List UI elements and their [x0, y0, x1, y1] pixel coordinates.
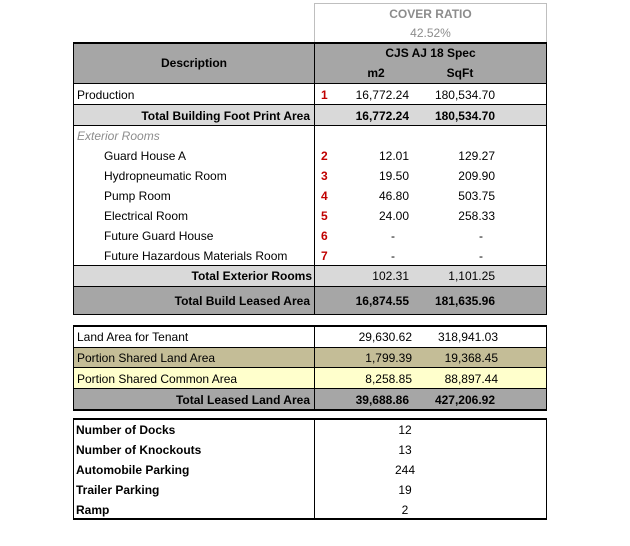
header-sqft: SqFt — [446, 66, 474, 80]
count-row-label: Number of Docks — [76, 423, 176, 437]
total-exterior-sqft: 1,101.25 — [448, 269, 495, 283]
exterior-room-m2: 19.50 — [378, 169, 409, 183]
header-m2: m2 — [367, 66, 385, 80]
cover-ratio-value: 42.52% — [410, 26, 451, 40]
total-leased-land-label: Total Leased Land Area — [175, 393, 310, 407]
count-row-value: 13 — [398, 443, 412, 457]
total-footprint-sqft: 180,534.70 — [434, 109, 495, 123]
exterior-room-m2: - — [391, 249, 395, 263]
count-row-label: Trailer Parking — [76, 483, 160, 497]
exterior-room-sqft: 503.75 — [458, 189, 495, 203]
header-spec: CJS AJ 18 Spec — [385, 46, 476, 60]
count-row-label: Automobile Parking — [76, 463, 190, 477]
total-build-leased-sqft: 181,635.96 — [434, 294, 495, 308]
production-sqft: 180,534.70 — [434, 88, 495, 102]
exterior-room-ref: 2 — [321, 149, 328, 163]
exterior-heading: Exterior Rooms — [77, 129, 160, 143]
exterior-room-sqft: 129.27 — [458, 149, 495, 163]
exterior-room-label: Guard House A — [104, 149, 187, 163]
exterior-room-ref: 5 — [321, 209, 328, 223]
exterior-room-m2: - — [391, 229, 395, 243]
count-row-label: Number of Knockouts — [76, 443, 202, 457]
exterior-room-sqft: - — [479, 229, 483, 243]
land-row-label: Portion Shared Land Area — [77, 351, 216, 365]
total-leased-land-m2: 39,688.86 — [355, 393, 409, 407]
column-divider — [314, 44, 315, 314]
exterior-room-ref: 6 — [321, 229, 328, 243]
land-row-sqft: 88,897.44 — [444, 372, 498, 386]
land-row-sqft: 19,368.45 — [444, 351, 498, 365]
exterior-room-label: Pump Room — [104, 189, 171, 203]
count-row-value: 19 — [398, 483, 412, 497]
exterior-room-m2: 24.00 — [378, 209, 409, 223]
count-row-value: 244 — [394, 463, 416, 477]
production-m2: 16,772.24 — [355, 88, 409, 102]
exterior-room-m2: 46.80 — [378, 189, 409, 203]
production-ref: 1 — [321, 88, 328, 102]
exterior-room-sqft: 209.90 — [458, 169, 495, 183]
land-row-sqft: 318,941.03 — [437, 330, 498, 344]
exterior-room-sqft: 258.33 — [458, 209, 495, 223]
counts-column-divider — [314, 420, 315, 518]
total-build-leased-m2: 16,874.55 — [355, 294, 409, 308]
land-row-label: Portion Shared Common Area — [77, 372, 238, 386]
count-row-value: 2 — [401, 503, 409, 517]
cover-ratio-title: COVER RATIO — [389, 7, 472, 21]
exterior-room-ref: 7 — [321, 249, 328, 263]
production-label: Production — [77, 88, 135, 102]
total-footprint-m2: 16,772.24 — [355, 109, 409, 123]
total-build-leased-label: Total Build Leased Area — [174, 294, 310, 308]
exterior-room-label: Future Guard House — [104, 229, 214, 243]
total-exterior-label: Total Exterior Rooms — [191, 269, 312, 283]
total-exterior-m2: 102.31 — [372, 269, 409, 283]
count-row-label: Ramp — [76, 503, 110, 517]
count-row-value: 12 — [398, 423, 412, 437]
exterior-room-m2: 12.01 — [378, 149, 409, 163]
land-column-divider — [314, 327, 315, 409]
land-row-label: Land Area for Tenant — [77, 330, 189, 344]
land-row-m2: 29,630.62 — [358, 330, 412, 344]
exterior-room-ref: 3 — [321, 169, 328, 183]
total-footprint-label: Total Building Foot Print Area — [141, 109, 310, 123]
land-row-m2: 1,799.39 — [365, 351, 412, 365]
exterior-room-ref: 4 — [321, 189, 328, 203]
header-description: Description — [160, 56, 227, 70]
exterior-room-sqft: - — [479, 249, 483, 263]
exterior-room-label: Future Hazardous Materials Room — [104, 249, 288, 263]
exterior-room-label: Electrical Room — [104, 209, 189, 223]
total-leased-land-sqft: 427,206.92 — [434, 393, 495, 407]
exterior-room-label: Hydropneumatic Room — [104, 169, 227, 183]
land-row-m2: 8,258.85 — [365, 372, 412, 386]
